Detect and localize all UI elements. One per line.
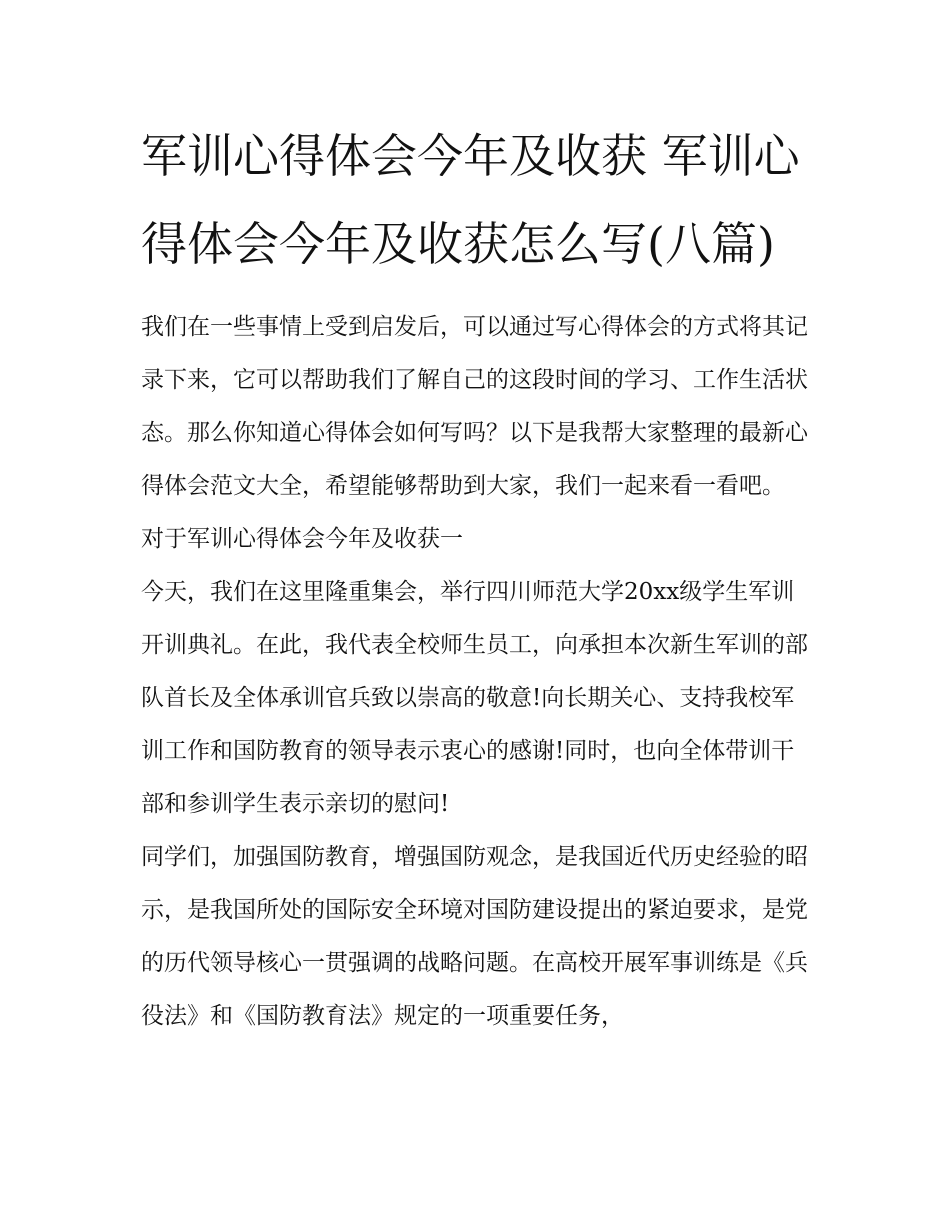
intro-paragraph: 我们在一些事情上受到启发后，可以通过写心得体会的方式将其记录下来，它可以帮助我们了解自己的这段时间的学习、工作生活状态。那么你知道心得体会如何写吗？以下是我帮大家整理的最新心得体会范文大全，希望能够帮助到大家，我们一起来看一看吧。 [141, 314, 808, 499]
document-page [141, 112, 813, 1043]
section-heading: 对于军训心得体会今年及收获一 [141, 526, 463, 552]
document-title: 军训心得体会今年及收获 军训心得体会今年及收获怎么写(八篇) [141, 129, 800, 271]
body-paragraph: 同学们，加强国防教育，增强国防观念，是我国近代历史经验的昭示，是我国所处的国际安全环境对国防建设提出的紧迫要求，是党的历代领导核心一贯强调的战略问题。在高校开展军事训练是《兵役法》和《国防教育法》规定的一项重要任务， [141, 844, 808, 1029]
body-paragraph: 今天，我们在这里隆重集会，举行四川师范大学20xx级学生军训开训典礼。在此，我代表全校师生员工，向承担本次新生军训的部队首长及全体承训官兵致以崇高的敬意!向长期关心、支持我校军训工作和国防教育的领导表示衷心的感谢!同时，也向全体带训干部和参训学生表示亲切的慰问! [141, 579, 808, 817]
